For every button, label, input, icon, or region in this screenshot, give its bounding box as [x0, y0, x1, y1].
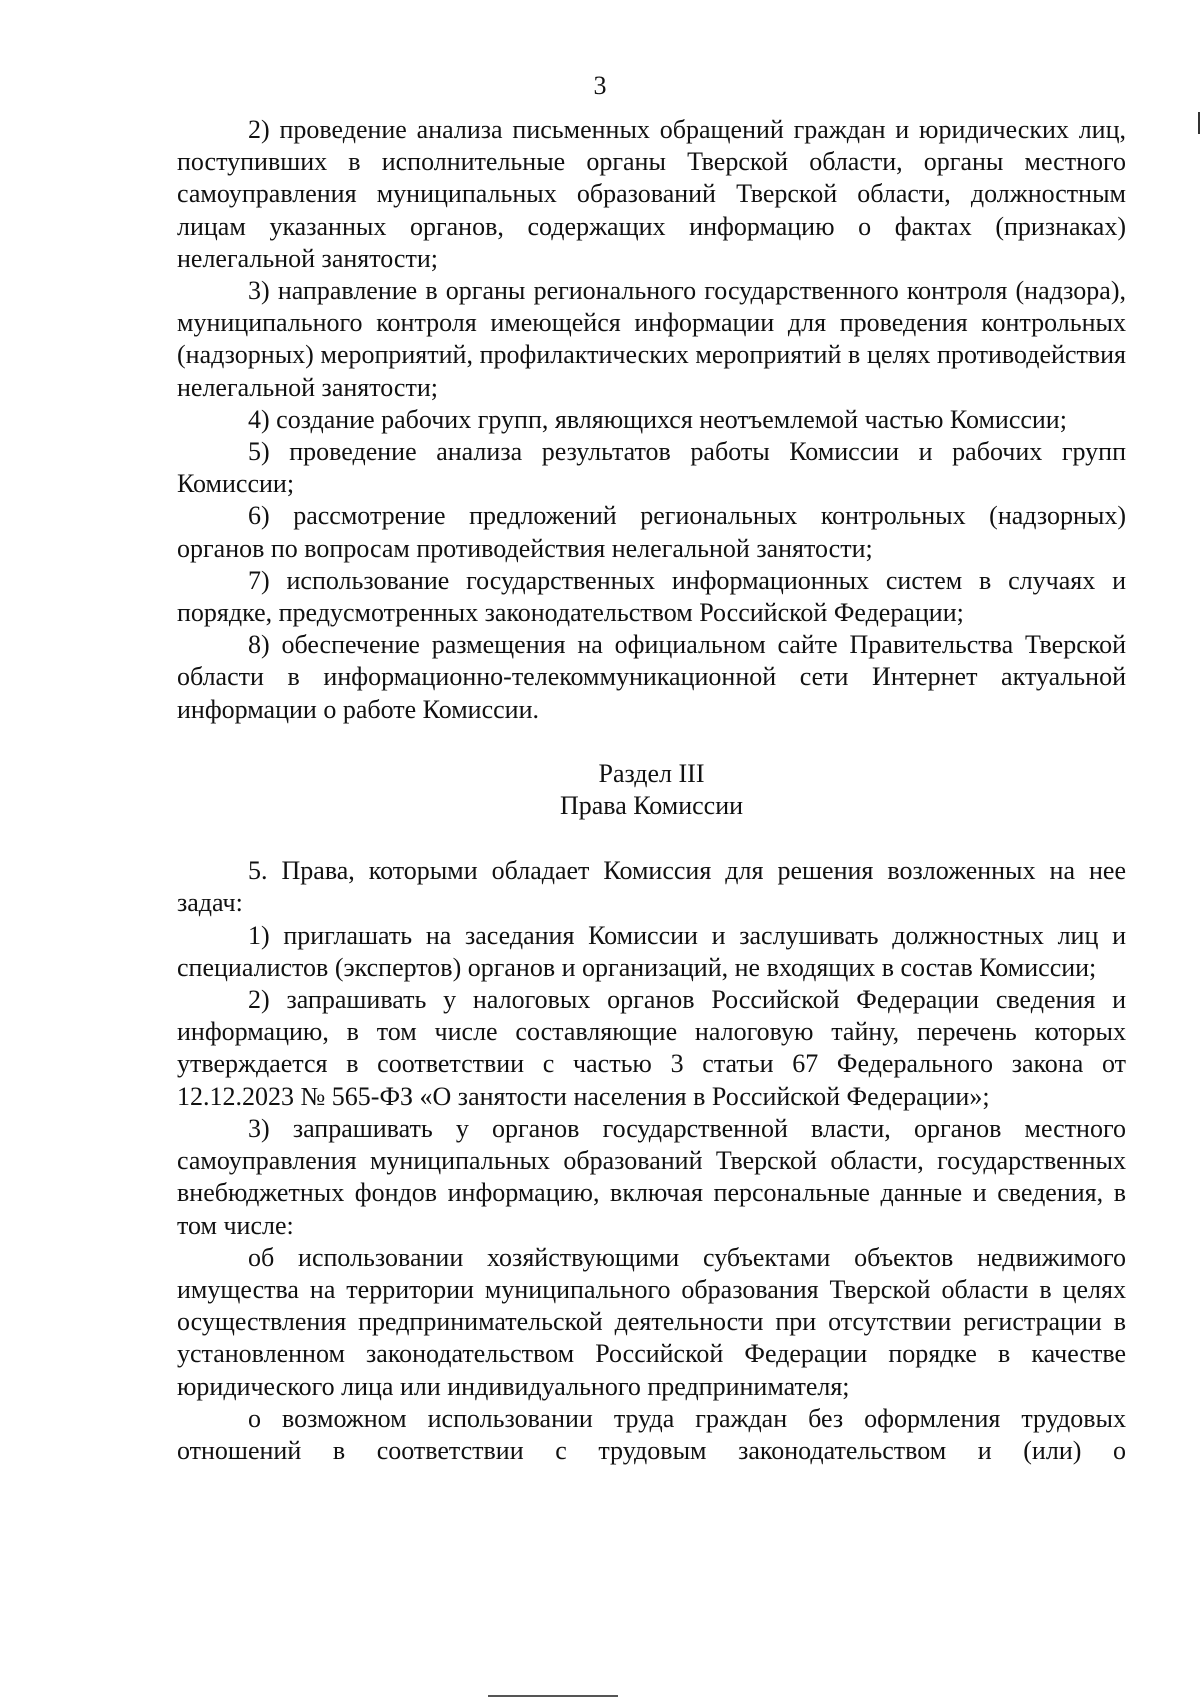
right-item-3-sub-a: об использовании хозяйствующими субъектами объектов недвижимого имущества на территории муниципального образования Тверской области в целях осуществления предпринимательской деятельности при отсутствии регистрации в установленном законодательством Российской Федерации порядке в качестве юридического лица или индивидуального предпринимателя;	[177, 1242, 1126, 1401]
section-number: Раздел III	[598, 758, 705, 788]
right-item-3-sub-b: о возможном использовании труда граждан без оформления трудовых отношений в соответствии с трудовым законодательством и (или) о	[177, 1403, 1126, 1465]
clause-5-intro: 5. Права, которыми обладает Комиссия для решения возложенных на нее задач:	[177, 856, 1126, 918]
right-item-3: 3) запрашивать у органов государственной власти, органов местного самоуправления муниципальных образований Тверской области, государственных внебюджетных фондов информацию, включая персональные данные и сведения, в том числе:	[177, 1113, 1126, 1240]
list-item-5: 5) проведение анализа результатов работы Комиссии и рабочих групп Комиссии;	[177, 437, 1126, 499]
section-title: Права Комиссии	[559, 791, 744, 821]
section-header	[177, 758, 1126, 822]
list-item-7: 7) использование государственных информационных систем в случаях и порядке, предусмотренных законодательством Российской Федерации;	[177, 565, 1126, 628]
list-item-3: 3) направление в органы регионального государственного контроля (надзора), муниципального контроля имеющейся информации для проведения контрольных (надзорных) мероприятий, профилактических мероприятий в целях противодействия нелегальной занятости;	[177, 276, 1126, 402]
list-item-8: 8) обеспечение размещения на официальном сайте Правительства Тверской области в информационно-телекоммуникационной сети Интернет актуальной информации о работе Комиссии.	[177, 630, 1126, 724]
page-number: 3	[593, 71, 607, 100]
list-item-6: 6) рассмотрение предложений региональных контрольных (надзорных) органов по вопросам противодействия нелегальной занятости;	[177, 501, 1126, 563]
list-item-2: 2) проведение анализа письменных обращений граждан и юридических лиц, поступивших в исполнительные органы Тверской области, органы местного самоуправления муниципальных образований Тверской области, должностным лицам указанных органов, содержащих информацию о фактах (признаках) нелегальной занятости;	[177, 115, 1126, 273]
right-item-1: 1) приглашать на заседания Комиссии и заслушивать должностных лиц и специалистов (экспертов) органов и организаций, не входящих в состав Комиссии;	[177, 920, 1126, 982]
right-item-2: 2) запрашивать у налоговых органов Российской Федерации сведения и информацию, в том числе составляющие налоговую тайну, перечень которых утверждается в соответствии с частью 3 статьи 67 Федерального закона от 12.12.2023 № 565-ФЗ «О занятости населения в Российской Федерации»;	[177, 985, 1126, 1111]
list-item-4: 4) создание рабочих групп, являющихся неотъемлемой частью Комиссии;	[248, 404, 1067, 434]
document-body	[177, 114, 1126, 1467]
